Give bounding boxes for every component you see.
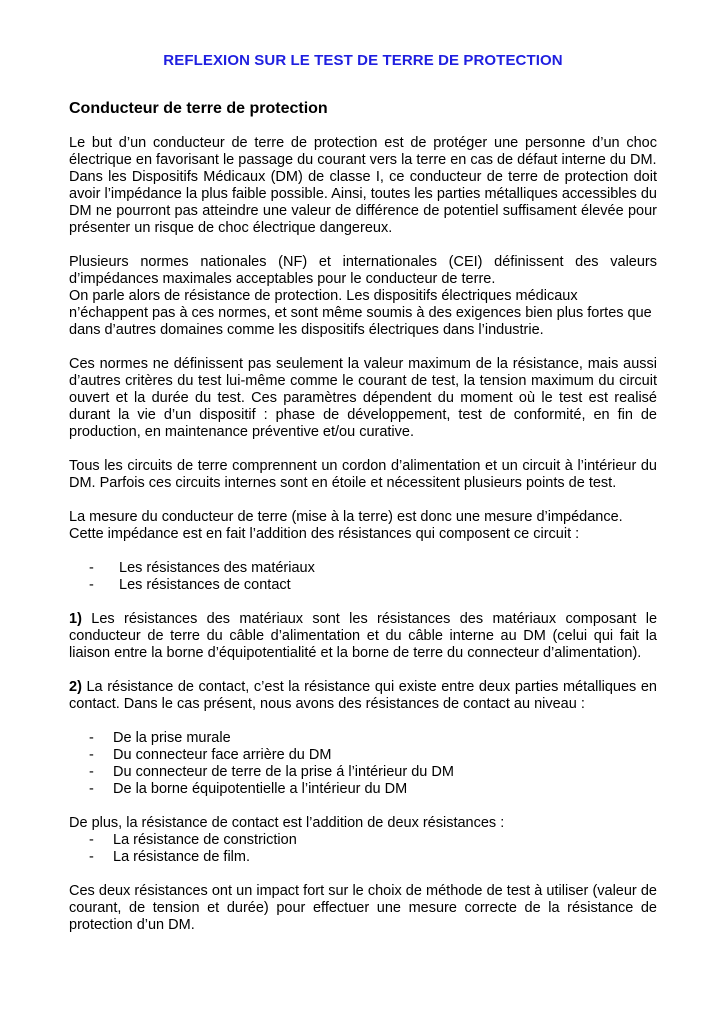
paragraph-standards: Plusieurs normes nationales (NF) et internationales (CEI) définissent des valeurs d’impédances maximales acceptables pour le conducteur de terre. xyxy=(69,254,657,287)
paragraph-class-i: Dans les Dispositifs Médicaux (DM) de classe I, ce conducteur de terre de protection doit avoir l’impédance la plus faible possible. Ainsi, toutes les parties métalliques accessibles du DM ne pourront pas atteindre une valeur de différence de potentiel suffisament élevée pour présenter un risque de choc électrique dangereux. xyxy=(69,169,657,236)
paragraph-purpose: Le but d’un conducteur de terre de protection est de protéger une personne d’un choc électrique en favorisant le passage du courant vers la terre en cas de défaut interne du DM. xyxy=(69,135,657,168)
list-item: - Du connecteur face arrière du DM xyxy=(89,747,332,763)
paragraph-contact-resistance: 2) La résistance de contact, c’est la résistance qui existe entre deux parties métalliques en contact. Dans le cas présent, nous avons des résistances de contact au niveau : xyxy=(69,679,657,712)
list-item: - Du connecteur de terre de la prise á l’intérieur du DM xyxy=(89,764,454,780)
paragraph-contact-sum: De plus, la résistance de contact est l’addition de deux résistances : xyxy=(69,815,505,831)
section-heading: Conducteur de terre de protection xyxy=(69,100,328,117)
item-number: 1) xyxy=(69,611,82,627)
list-item: - De la prise murale xyxy=(89,730,231,746)
list-item: - La résistance de constriction xyxy=(89,832,297,848)
list-item: - La résistance de film. xyxy=(89,849,251,865)
paragraph-impedance-measure: La mesure du conducteur de terre (mise à la terre) est donc une mesure d’impédance. xyxy=(69,509,623,525)
resistance-types-list xyxy=(69,560,657,594)
list-item: - Les résistances de contact xyxy=(89,577,291,593)
item-number: 2) xyxy=(69,679,82,695)
document-title: REFLEXION SUR LE TEST DE TERRE DE PROTECTION xyxy=(163,52,563,69)
paragraph-impedance-sum: Cette impédance est en fait l’addition des résistances qui composent ce circuit : xyxy=(69,526,580,542)
list-item: - Les résistances des matériaux xyxy=(89,560,315,576)
contact-points-list xyxy=(69,730,657,798)
contact-components-list xyxy=(69,832,657,866)
paragraph-material-resistance: 1) Les résistances des matériaux sont les résistances des matériaux composant le conducteur de terre du câble d’alimentation et du câble interne au DM (celui qui fait la liaison entre la borne d’équipotentialité et la borne de terre du connecteur d’alimentation). xyxy=(69,611,658,661)
paragraph-circuits: Tous les circuits de terre comprennent un cordon d’alimentation et un circuit à l’intérieur du DM. Parfois ces circuits internes sont en étoile et nécessitent plusieurs points de test. xyxy=(69,458,657,491)
paragraph-conclusion: Ces deux résistances ont un impact fort sur le choix de méthode de test à utiliser (valeur de courant, de tension et durée) pour effectuer une mesure correcte de la résistance de protection d’un DM. xyxy=(69,883,657,933)
paragraph-test-criteria: Ces normes ne définissent pas seulement la valeur maximum de la résistance, mais aussi d’autres critères du test lui-même comme le courant de test, la tension maximum du circuit ouvert et la durée du test. Ces paramètres dépendent du moment où le test est realisé durant la vie d’un dispositif : phase de développement, test de conformité, en fin de production, en maintenance préventive et/ou curative. xyxy=(69,356,657,440)
list-item: - De la borne équipotentielle a l’intérieur du DM xyxy=(89,781,408,797)
document-page xyxy=(69,50,657,934)
paragraph-protection-resistance: On parle alors de résistance de protection. Les dispositifs électriques médicaux n’échappent pas à ces normes, et sont même soumis à des exigences bien plus fortes que dans d’autres domaines comme les dispositifs électriques dans l’industrie. xyxy=(69,288,652,338)
